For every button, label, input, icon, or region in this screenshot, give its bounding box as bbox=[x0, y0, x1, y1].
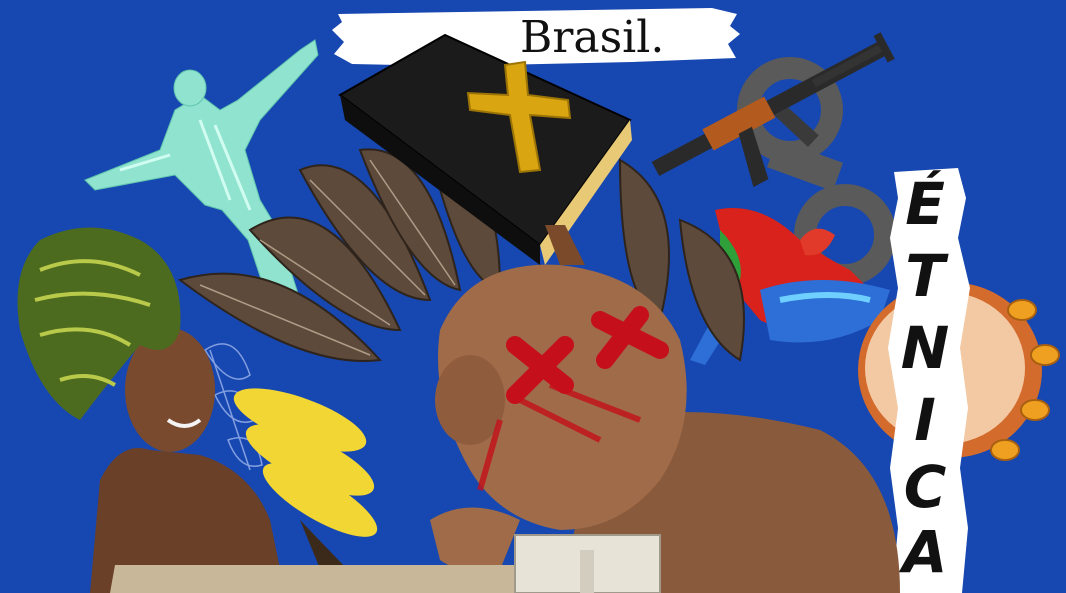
side-letter-6: A bbox=[902, 518, 948, 586]
side-letter-5: C bbox=[903, 453, 947, 521]
side-letter-2: T bbox=[905, 242, 945, 310]
side-letter-4: I bbox=[914, 386, 936, 454]
title-text: Brasil. bbox=[520, 12, 665, 63]
side-letter-3: N bbox=[900, 314, 950, 382]
side-letter-1: É bbox=[905, 170, 945, 238]
